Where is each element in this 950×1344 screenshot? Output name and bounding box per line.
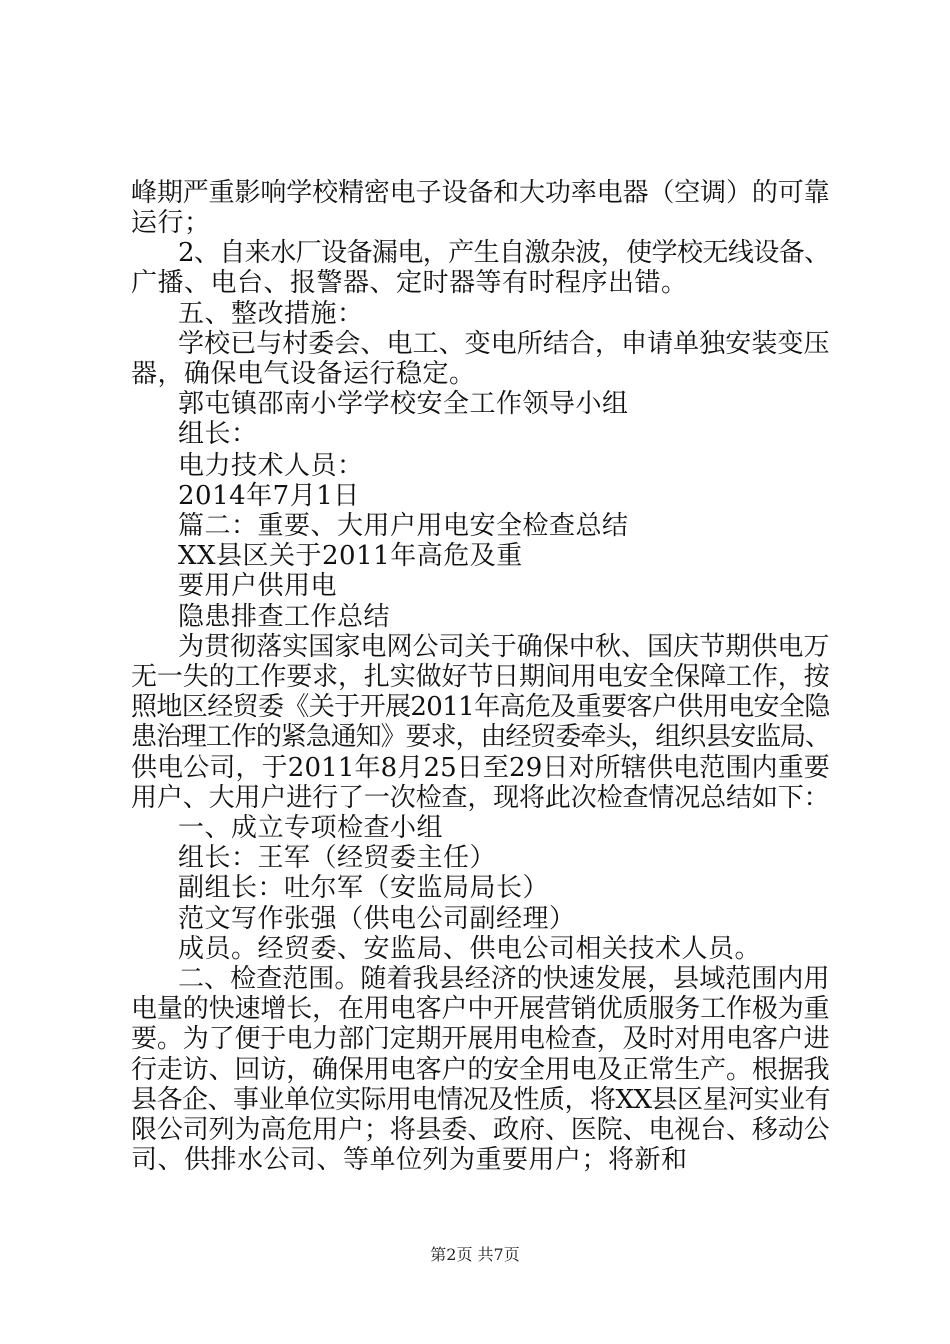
text-line: 2、自来水厂设备漏电，产生自激杂波，使学校无线设备、 <box>178 238 830 268</box>
text-line: 范文写作张强（供电公司副经理） <box>178 904 576 934</box>
text-line: 行走访、回访，确保用电客户的安全用电及正常生产。根据我 <box>131 1055 830 1085</box>
text-line: 隐患排查工作总结 <box>178 602 391 632</box>
text-line: 电力技术人员： <box>178 451 364 481</box>
text-line: 器，确保电气设备运行稳定。 <box>131 359 476 389</box>
section-heading: 篇二：重要、大用户用电安全检查总结 <box>178 511 629 541</box>
text-line: 电量的快速增长，在用电客户中开展营销优质服务工作极为重 <box>131 994 830 1024</box>
text-line: 要。为了便于电力部门定期开展用电检查，及时对用电客户进 <box>131 1024 830 1054</box>
text-line: 无一失的工作要求，扎实做好节日期间用电安全保障工作，按 <box>131 662 830 692</box>
text-line: 用户、大用户进行了一次检查，现将此次检查情况总结如下： <box>131 783 830 813</box>
text-line: 县各企、事业单位实际用电情况及性质，将XX县区星河实业有 <box>131 1085 831 1115</box>
text-line: 供电公司，于2011年8月25日至29日对所辖供电范围内重要 <box>131 753 830 783</box>
date-line: 2014年7月1日 <box>178 481 360 511</box>
section-heading: 一、成立专项检查小组 <box>178 813 444 843</box>
section-heading: 五、整改措施： <box>178 299 364 329</box>
text-line: 峰期严重影响学校精密电子设备和大功率电器（空调）的可靠 <box>131 178 830 208</box>
text-line: 组长：王军（经贸委主任） <box>178 843 497 873</box>
text-line: 为贯彻落实国家电网公司关于确保中秋、国庆节期供电万 <box>178 632 830 662</box>
text-line: XX县区关于2011年高危及重 <box>178 541 523 571</box>
text-line: 二、检查范围。随着我县经济的快速发展，县域范围内用 <box>178 964 830 994</box>
text-line: 照地区经贸委《关于开展2011年高危及重要客户供用电安全隐 <box>131 692 830 722</box>
text-line: 副组长：吐尔军（安监局局长） <box>178 873 550 903</box>
text-line: 广播、电台、报警器、定时器等有时程序出错。 <box>131 268 688 298</box>
text-line: 限公司列为高危用户；将县委、政府、医院、电视台、移动公 <box>131 1115 830 1145</box>
text-line: 郭屯镇邵南小学学校安全工作领导小组 <box>178 389 629 419</box>
text-line: 学校已与村委会、电工、变电所结合，申请单独安装变压 <box>178 329 830 359</box>
text-line: 患治理工作的紧急通知》要求，由经贸委牵头，组织县安监局、 <box>131 722 831 752</box>
text-line: 运行； <box>131 208 211 238</box>
text-line: 成员。经贸委、安监局、供电公司相关技术人员。 <box>178 934 762 964</box>
text-line: 要用户供用电 <box>178 571 338 601</box>
text-line: 司、供排水公司、等单位列为重要用户；将新和 <box>131 1145 688 1175</box>
page-number-footer: 第2页 共7页 <box>430 1245 520 1264</box>
text-line: 组长： <box>178 419 258 449</box>
